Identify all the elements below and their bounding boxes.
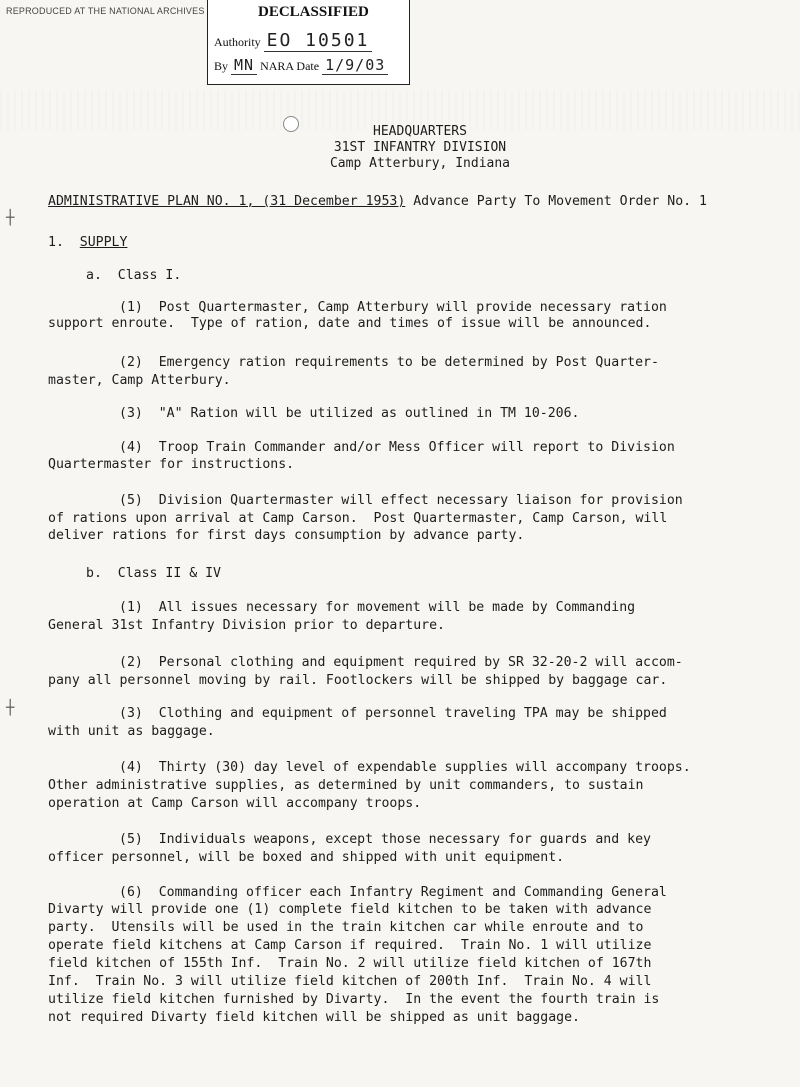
para-a5-line1: (5) Division Quartermaster will effect necessary liaison for provision xyxy=(119,493,683,508)
nara-date-label: NARA Date xyxy=(260,59,320,73)
authority-label: Authority xyxy=(214,35,261,49)
para-a5-line2: of rations upon arrival at Camp Carson. Post Quartermaster, Camp Carson, will xyxy=(48,511,668,526)
class-i-heading: a. Class I. xyxy=(86,268,182,283)
section-heading xyxy=(48,235,127,250)
para-a1-line1: (1) Post Quartermaster, Camp Atterbury will provide necessary ration xyxy=(119,300,667,315)
para-a5-line3: deliver rations for first days consumption by advance party. xyxy=(48,528,525,543)
by-initials: MN xyxy=(231,56,257,75)
para-b5-line1: (5) Individuals weapons, except those necessary for guards and key xyxy=(119,832,651,847)
para-b6-line8: not required Divarty field kitchen will be shipped as unit baggage. xyxy=(48,1010,580,1025)
plan-title-rest: Advance Party To Movement Order No. 1 xyxy=(405,194,707,209)
para-b6-line4: operate field kitchens at Camp Carson if required. Train No. 1 will utilize xyxy=(48,938,652,953)
margin-mark: ┼ xyxy=(6,210,15,226)
para-b6-line5: field kitchen of 155th Inf. Train No. 2 will utilize field kitchen of 167th xyxy=(48,956,652,971)
authority-value: EO 10501 xyxy=(264,30,373,52)
para-b6-line6: Inf. Train No. 3 will utilize field kitchen of 200th Inf. Train No. 4 will xyxy=(48,974,652,989)
para-a2-line1: (2) Emergency ration requirements to be determined by Post Quarter- xyxy=(119,355,659,370)
para-b1-line1: (1) All issues necessary for movement will be made by Commanding xyxy=(119,600,636,615)
by-label: By xyxy=(214,59,229,73)
header-line-2: 31ST INFANTRY DIVISION xyxy=(333,140,507,155)
para-a1-line2: support enroute. Type of ration, date and times of issue will be announced. xyxy=(48,316,652,331)
para-b2-line1: (2) Personal clothing and equipment required by SR 32-20-2 will accom- xyxy=(119,655,683,670)
para-b6-line1: (6) Commanding officer each Infantry Regiment and Commanding General xyxy=(119,885,667,900)
para-a2-line2: master, Camp Atterbury. xyxy=(48,373,231,388)
para-a4-line2: Quartermaster for instructions. xyxy=(48,457,295,472)
para-b4-line2: Other administrative supplies, as determined by unit commanders, to sustain xyxy=(48,778,644,793)
para-a4-line1: (4) Troop Train Commander and/or Mess Officer will report to Division xyxy=(119,440,675,455)
para-b2-line2: pany all personnel moving by rail. Footlockers will be shipped by baggage car. xyxy=(48,673,668,688)
stamp-by-line xyxy=(214,56,388,74)
para-b6-line3: party. Utensils will be used in the train kitchen car while enroute and to xyxy=(48,920,644,935)
header-line-1: HEADQUARTERS xyxy=(373,124,467,139)
stamp-authority-line xyxy=(214,30,372,51)
para-b4-line3: operation at Camp Carson will accompany troops. xyxy=(48,796,422,811)
archive-note: REPRODUCED AT THE NATIONAL ARCHIVES xyxy=(6,6,205,16)
date-value: 1/9/03 xyxy=(322,56,388,75)
para-b1-line2: General 31st Infantry Division prior to departure. xyxy=(48,618,445,633)
class-ii-iv-heading: b. Class II & IV xyxy=(86,566,221,581)
para-b4-line1: (4) Thirty (30) day level of expendable supplies will accompany troops. xyxy=(119,760,691,775)
plan-title-underlined: ADMINISTRATIVE PLAN NO. 1, (31 December 1953) xyxy=(48,194,406,209)
para-b6-line7: utilize field kitchen furnished by Divarty. In the event the fourth train is xyxy=(48,992,660,1007)
margin-mark: ┼ xyxy=(6,700,15,716)
para-b3-line1: (3) Clothing and equipment of personnel traveling TPA may be shipped xyxy=(119,706,667,721)
para-a3-line1: (3) "A" Ration will be utilized as outlined in TM 10-206. xyxy=(119,406,580,421)
para-b5-line2: officer personnel, will be boxed and shipped with unit equipment. xyxy=(48,850,565,865)
section-number: 1. xyxy=(48,235,64,250)
para-b3-line2: with unit as baggage. xyxy=(48,724,215,739)
stamp-title: DECLASSIFIED xyxy=(258,4,369,20)
section-title: SUPPLY xyxy=(79,235,128,250)
plan-title xyxy=(48,194,707,209)
para-b6-line2: Divarty will provide one (1) complete field kitchen to be taken with advance xyxy=(48,902,652,917)
header-line-3: Camp Atterbury, Indiana xyxy=(329,156,510,171)
declassified-stamp xyxy=(207,0,410,85)
